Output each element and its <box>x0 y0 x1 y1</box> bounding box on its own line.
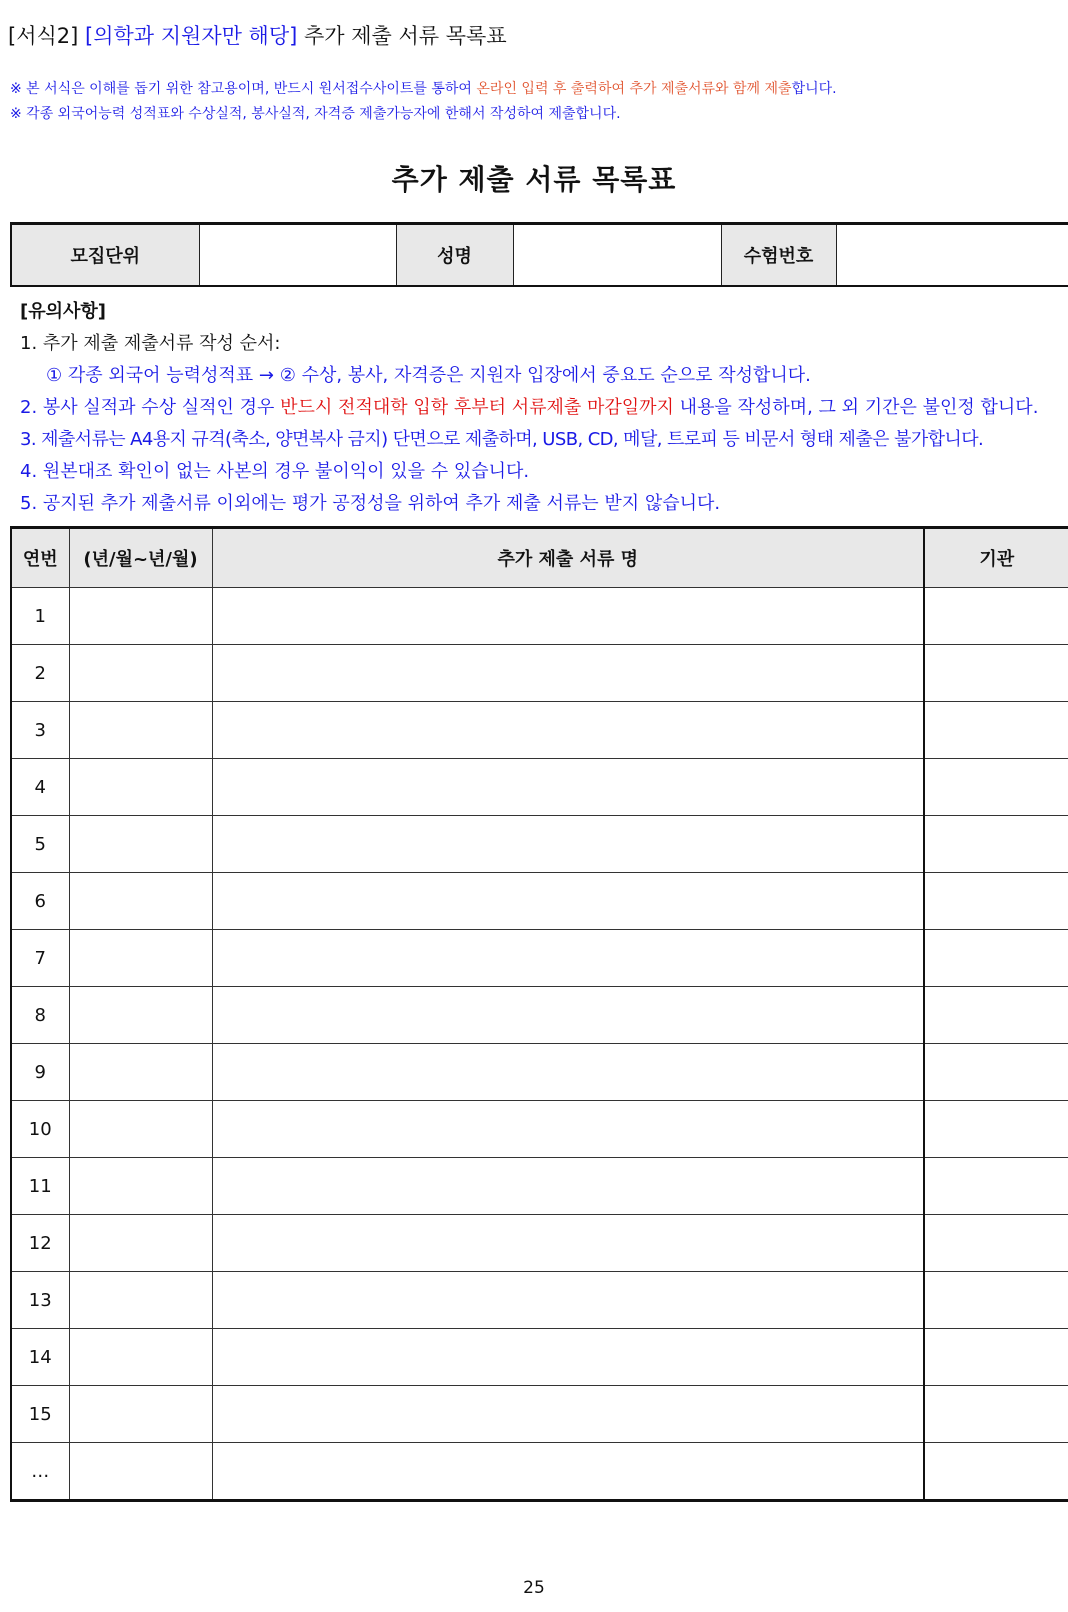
col-header-document: 추가 제출 서류 명 <box>212 528 924 588</box>
notice-item-2 <box>20 392 1038 424</box>
document-name-cell[interactable] <box>212 1101 924 1158</box>
form-number: [서식2] <box>8 24 79 48</box>
row-number: 7 <box>11 930 69 987</box>
period-cell[interactable] <box>69 645 212 702</box>
notice-item-2-c: 내용을 작성하며, 그 외 기간은 불인정 합니다. <box>673 397 1039 418</box>
unit-field[interactable] <box>199 224 396 287</box>
period-cell[interactable] <box>69 759 212 816</box>
table-row <box>11 702 1068 759</box>
period-cell[interactable] <box>69 816 212 873</box>
organization-cell[interactable] <box>924 930 1068 987</box>
organization-cell[interactable] <box>924 702 1068 759</box>
table-row <box>11 588 1068 645</box>
organization-cell[interactable] <box>924 1272 1068 1329</box>
exam-number-label: 수험번호 <box>721 224 836 287</box>
organization-cell[interactable] <box>924 1443 1068 1501</box>
notice-section <box>20 296 1038 520</box>
document-name-cell[interactable] <box>212 1158 924 1215</box>
notice-item-1-sub: ① 각종 외국어 능력성적표 → ② 수상, 봉사, 자격증은 지원자 입장에서 중요도 순으로 작성합니다. <box>46 365 811 386</box>
document-name-cell[interactable] <box>212 930 924 987</box>
organization-cell[interactable] <box>924 873 1068 930</box>
notice-item-5: 5. 공지된 추가 제출서류 이외에는 평가 공정성을 위하여 추가 제출 서류는 받지 않습니다. <box>20 493 721 514</box>
document-name-cell[interactable] <box>212 1443 924 1501</box>
note-2: ※ 각종 외국어능력 성적표와 수상실적, 봉사실적, 자격증 제출가능자에 한해서 작성하여 제출합니다. <box>10 106 621 122</box>
document-name-cell[interactable] <box>212 1215 924 1272</box>
period-cell[interactable] <box>69 873 212 930</box>
document-name-cell[interactable] <box>212 759 924 816</box>
period-cell[interactable] <box>69 1443 212 1501</box>
organization-cell[interactable] <box>924 1158 1068 1215</box>
document-name-cell[interactable] <box>212 702 924 759</box>
table-row <box>11 1158 1068 1215</box>
organization-cell[interactable] <box>924 645 1068 702</box>
organization-cell[interactable] <box>924 1101 1068 1158</box>
table-row <box>11 1044 1068 1101</box>
col-header-no: 연번 <box>11 528 69 588</box>
period-cell[interactable] <box>69 1101 212 1158</box>
page-title: 추가 제출 서류 목록표 <box>391 163 677 196</box>
row-number: 2 <box>11 645 69 702</box>
document-name-cell[interactable] <box>212 1272 924 1329</box>
form-header <box>8 20 507 50</box>
document-name-cell[interactable] <box>212 873 924 930</box>
row-number: 10 <box>11 1101 69 1158</box>
col-header-organization: 기관 <box>924 528 1068 588</box>
document-name-cell[interactable] <box>212 816 924 873</box>
table-row <box>11 1215 1068 1272</box>
row-number: 1 <box>11 588 69 645</box>
organization-cell[interactable] <box>924 987 1068 1044</box>
note-1-text-a: ※ 본 서식은 이해를 돕기 위한 참고용이며, 반드시 원서접수사이트를 통하여 <box>10 81 477 97</box>
notice-heading: [유의사항] <box>20 301 107 322</box>
row-number: 9 <box>11 1044 69 1101</box>
row-number: 8 <box>11 987 69 1044</box>
form-title: 추가 제출 서류 목록표 <box>304 24 507 48</box>
row-number: 3 <box>11 702 69 759</box>
table-row <box>11 1443 1068 1501</box>
document-list-table <box>10 526 1068 1502</box>
row-number: 5 <box>11 816 69 873</box>
document-name-cell[interactable] <box>212 588 924 645</box>
organization-cell[interactable] <box>924 588 1068 645</box>
organization-cell[interactable] <box>924 759 1068 816</box>
row-number: 11 <box>11 1158 69 1215</box>
table-row <box>11 759 1068 816</box>
table-row <box>11 987 1068 1044</box>
table-row <box>11 930 1068 987</box>
table-row <box>11 816 1068 873</box>
row-number: 13 <box>11 1272 69 1329</box>
organization-cell[interactable] <box>924 1386 1068 1443</box>
period-cell[interactable] <box>69 1386 212 1443</box>
organization-cell[interactable] <box>924 816 1068 873</box>
period-cell[interactable] <box>69 1044 212 1101</box>
document-list-body <box>11 588 1068 1501</box>
notice-item-1: 1. 추가 제출 제출서류 작성 순서: <box>20 333 281 354</box>
period-cell[interactable] <box>69 930 212 987</box>
organization-cell[interactable] <box>924 1215 1068 1272</box>
period-cell[interactable] <box>69 1158 212 1215</box>
applicant-info-table <box>10 222 1068 287</box>
table-row <box>11 1101 1068 1158</box>
row-number: 6 <box>11 873 69 930</box>
row-number: 4 <box>11 759 69 816</box>
period-cell[interactable] <box>69 987 212 1044</box>
col-header-period: (년/월~년/월) <box>69 528 212 588</box>
organization-cell[interactable] <box>924 1329 1068 1386</box>
notice-item-4: 4. 원본대조 확인이 없는 사본의 경우 불이익이 있을 수 있습니다. <box>20 461 530 482</box>
row-number: 15 <box>11 1386 69 1443</box>
period-cell[interactable] <box>69 1329 212 1386</box>
exam-number-field[interactable] <box>836 224 1068 287</box>
table-row <box>11 1272 1068 1329</box>
document-name-cell[interactable] <box>212 987 924 1044</box>
notice-item-3: 3. 제출서류는 A4용지 규격(축소, 양면복사 금지) 단면으로 제출하며, USB, CD, 메달, 트로피 등 비문서 형태 제출은 불가합니다. <box>20 429 984 450</box>
row-number: … <box>11 1443 69 1501</box>
note-1-text-b: 온라인 입력 후 출력하여 추가 제출서류와 함께 제출 <box>476 81 792 97</box>
period-cell[interactable] <box>69 1272 212 1329</box>
notice-item-2-b: 반드시 전적대학 입학 후부터 서류제출 마감일까지 <box>280 397 674 418</box>
page-number: 25 <box>523 1578 545 1598</box>
period-cell[interactable] <box>69 588 212 645</box>
notice-item-2-a: 2. 봉사 실적과 수상 실적인 경우 <box>20 397 281 418</box>
row-number: 14 <box>11 1329 69 1386</box>
unit-label: 모집단위 <box>11 224 199 287</box>
table-row <box>11 1386 1068 1443</box>
note-1-text-c: 합니다. <box>791 81 837 97</box>
document-name-cell[interactable] <box>212 1329 924 1386</box>
note-1 <box>10 78 837 98</box>
name-field[interactable] <box>513 224 721 287</box>
period-cell[interactable] <box>69 702 212 759</box>
document-name-cell[interactable] <box>212 1386 924 1443</box>
name-label: 성명 <box>396 224 513 287</box>
table-row <box>11 873 1068 930</box>
table-row <box>11 1329 1068 1386</box>
period-cell[interactable] <box>69 1215 212 1272</box>
row-number: 12 <box>11 1215 69 1272</box>
applicant-scope: [의학과 지원자만 해당] <box>85 24 298 48</box>
document-name-cell[interactable] <box>212 1044 924 1101</box>
organization-cell[interactable] <box>924 1044 1068 1101</box>
document-name-cell[interactable] <box>212 645 924 702</box>
table-row <box>11 645 1068 702</box>
